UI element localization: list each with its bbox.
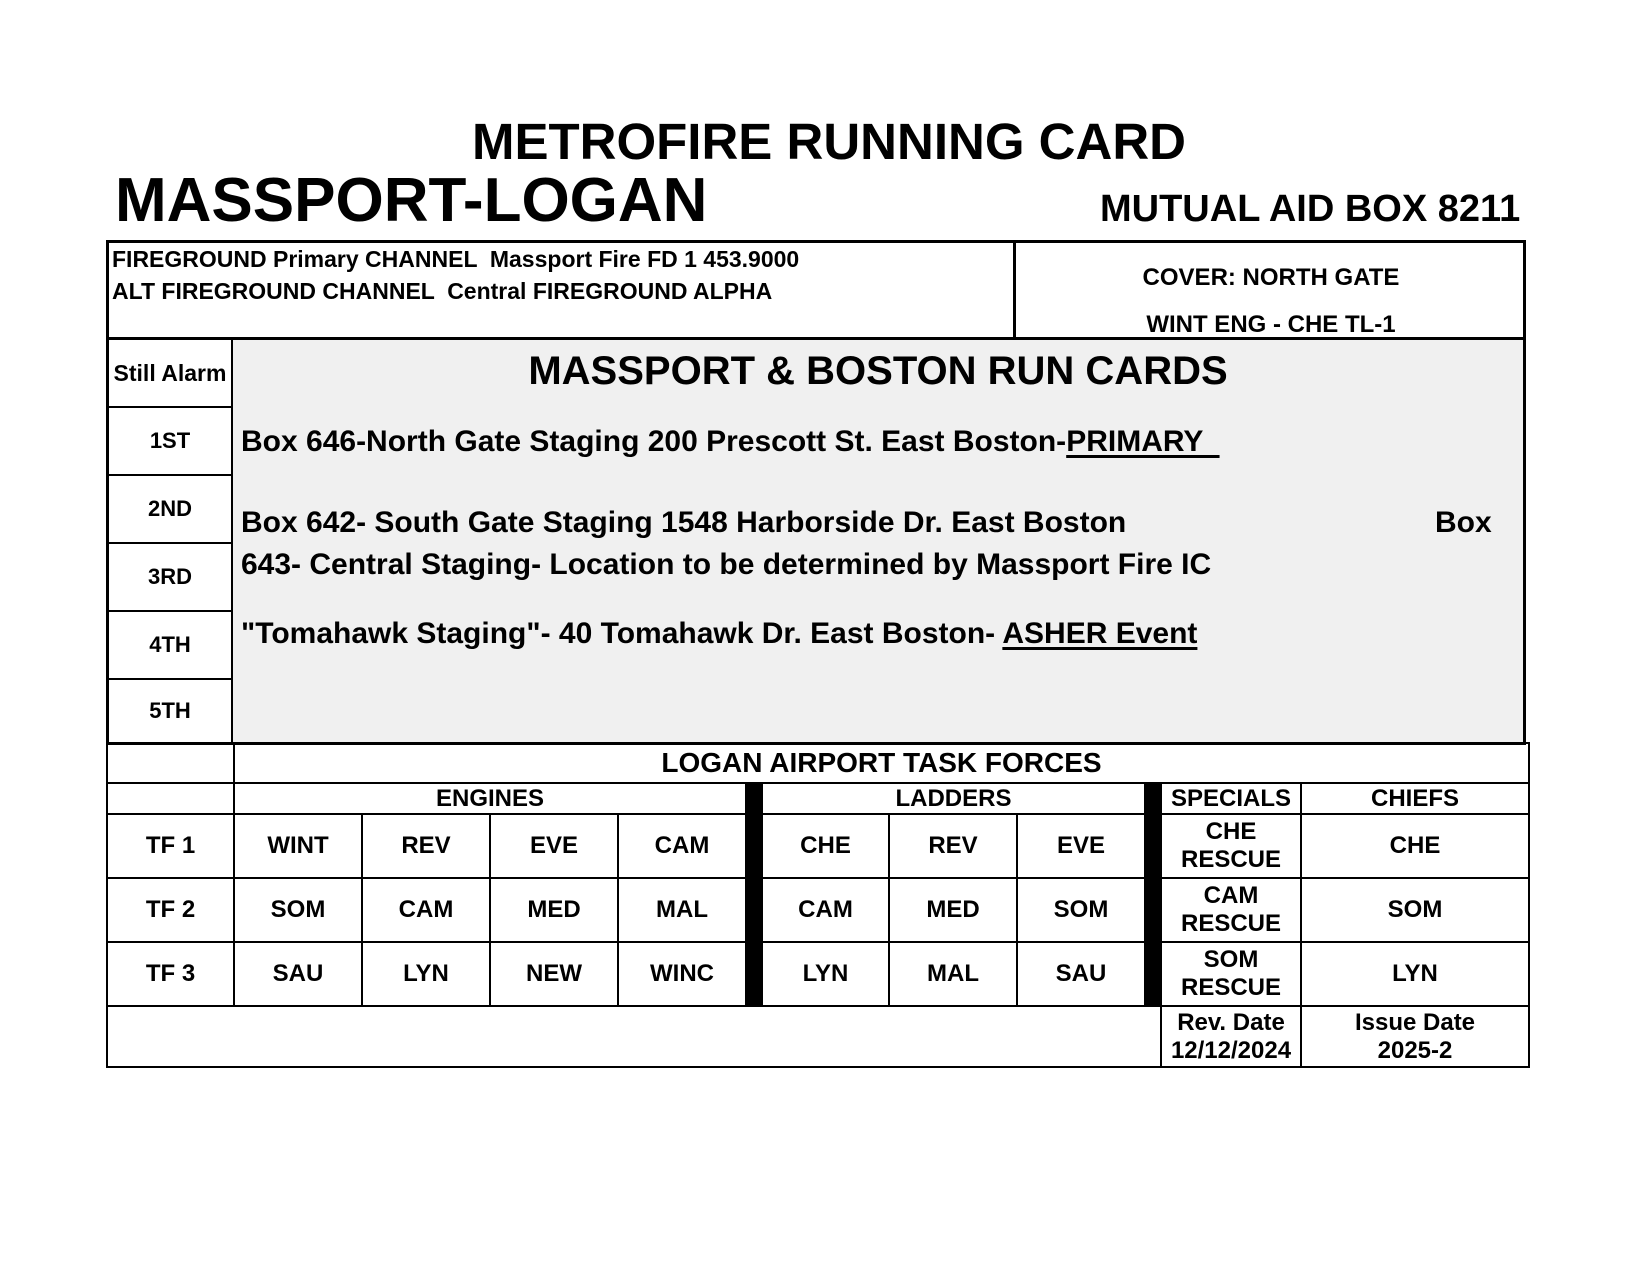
chiefs-header: CHIEFS	[1301, 783, 1529, 814]
ladder-cell: CAM	[762, 878, 889, 942]
ladders-header: LADDERS	[762, 783, 1145, 814]
footer-blank	[107, 1006, 1161, 1067]
asher-event-label: ASHER Event	[1002, 617, 1198, 650]
task-forces-table	[106, 742, 1530, 1068]
engines-header: ENGINES	[234, 783, 746, 814]
primary-label: PRIMARY	[1066, 425, 1220, 458]
run-line-south-gate: Box 642- South Gate Staging 1548 Harborside Dr. East Boston	[241, 506, 1127, 539]
ladder-cell: CHE	[762, 814, 889, 878]
channel-info	[112, 243, 799, 307]
rev-date-label: Rev. Date	[1177, 1008, 1285, 1036]
table-row	[107, 814, 1529, 878]
rev-date-value: 12/12/2024	[1170, 1036, 1292, 1064]
task-forces-title: LOGAN AIRPORT TASK FORCES	[234, 743, 1529, 783]
run-line-central: 643- Central Staging- Location to be determined by Massport Fire IC	[241, 548, 1212, 581]
engine-cell: CAM	[362, 878, 490, 942]
alarm-5th: 5TH	[109, 680, 233, 742]
cover-location: COVER: NORTH GATE	[1142, 264, 1400, 291]
issue-date-value: 2025-2	[1377, 1036, 1453, 1064]
run-line-box-prefix: Box	[1435, 506, 1492, 539]
cover-units: WINT ENG - CHE TL-1	[1146, 311, 1396, 338]
header-row-blank	[107, 783, 234, 814]
ladder-cell: SAU	[1017, 942, 1145, 1006]
engine-cell: WINT	[234, 814, 362, 878]
table-row	[107, 942, 1529, 1006]
special-cell: SOM RESCUE	[1161, 942, 1301, 1006]
ladder-cell: MED	[889, 878, 1017, 942]
column-separator	[1145, 783, 1161, 1006]
engine-cell: SOM	[234, 878, 362, 942]
tf-name: TF 1	[107, 814, 234, 878]
special-cell: CAM RESCUE	[1161, 878, 1301, 942]
table-row	[107, 878, 1529, 942]
ladder-cell: LYN	[762, 942, 889, 1006]
engine-cell: REV	[362, 814, 490, 878]
chief-cell: CHE	[1301, 814, 1529, 878]
agency-name: MASSPORT-LOGAN	[115, 166, 708, 235]
chief-cell: SOM	[1301, 878, 1529, 942]
alarm-3rd: 3RD	[109, 544, 233, 612]
engine-cell: SAU	[234, 942, 362, 1006]
run-line-primary: Box 646-North Gate Staging 200 Prescott St. East Boston-PRIMARY	[241, 425, 1220, 458]
column-separator	[746, 783, 762, 1006]
issue-date-label: Issue Date	[1354, 1008, 1476, 1036]
ladder-cell: EVE	[1017, 814, 1145, 878]
ladder-cell: MAL	[889, 942, 1017, 1006]
chief-cell: LYN	[1301, 942, 1529, 1006]
alarm-still: Still Alarm	[109, 340, 233, 408]
alarm-2nd: 2ND	[109, 476, 233, 544]
special-cell: CHE RESCUE	[1161, 814, 1301, 878]
run-cards-title: MASSPORT & BOSTON RUN CARDS	[528, 349, 1228, 393]
engine-cell: NEW	[490, 942, 618, 1006]
engine-cell: WINC	[618, 942, 746, 1006]
engine-cell: MAL	[618, 878, 746, 942]
issue-date-cell	[1301, 1006, 1529, 1067]
engine-cell: LYN	[362, 942, 490, 1006]
ladder-cell: REV	[889, 814, 1017, 878]
tf-name: TF 2	[107, 878, 234, 942]
alarm-1st: 1ST	[109, 408, 233, 476]
task-forces-title-row	[107, 743, 1529, 783]
alarm-4th: 4TH	[109, 612, 233, 680]
cover-info	[1016, 254, 1526, 348]
task-forces-header-row	[107, 783, 1529, 814]
ladder-cell: SOM	[1017, 878, 1145, 942]
run-line-tomahawk: "Tomahawk Staging"- 40 Tomahawk Dr. East Boston- ASHER Event	[241, 617, 1198, 650]
alt-channel: ALT FIREGROUND CHANNEL Central FIREGROUND ALPHA	[112, 278, 773, 304]
tf-name: TF 3	[107, 942, 234, 1006]
footer-row	[107, 1006, 1529, 1067]
engine-cell: MED	[490, 878, 618, 942]
specials-header: SPECIALS	[1161, 783, 1301, 814]
primary-channel: FIREGROUND Primary CHANNEL Massport Fire FD 1 453.9000	[112, 246, 800, 272]
rev-date-cell	[1161, 1006, 1301, 1067]
mutual-aid-box: MUTUAL AID BOX 8211	[1100, 188, 1521, 230]
card-title: METROFIRE RUNNING CARD	[472, 113, 1186, 170]
engine-cell: CAM	[618, 814, 746, 878]
engine-cell: EVE	[490, 814, 618, 878]
title-row-blank	[107, 743, 234, 783]
